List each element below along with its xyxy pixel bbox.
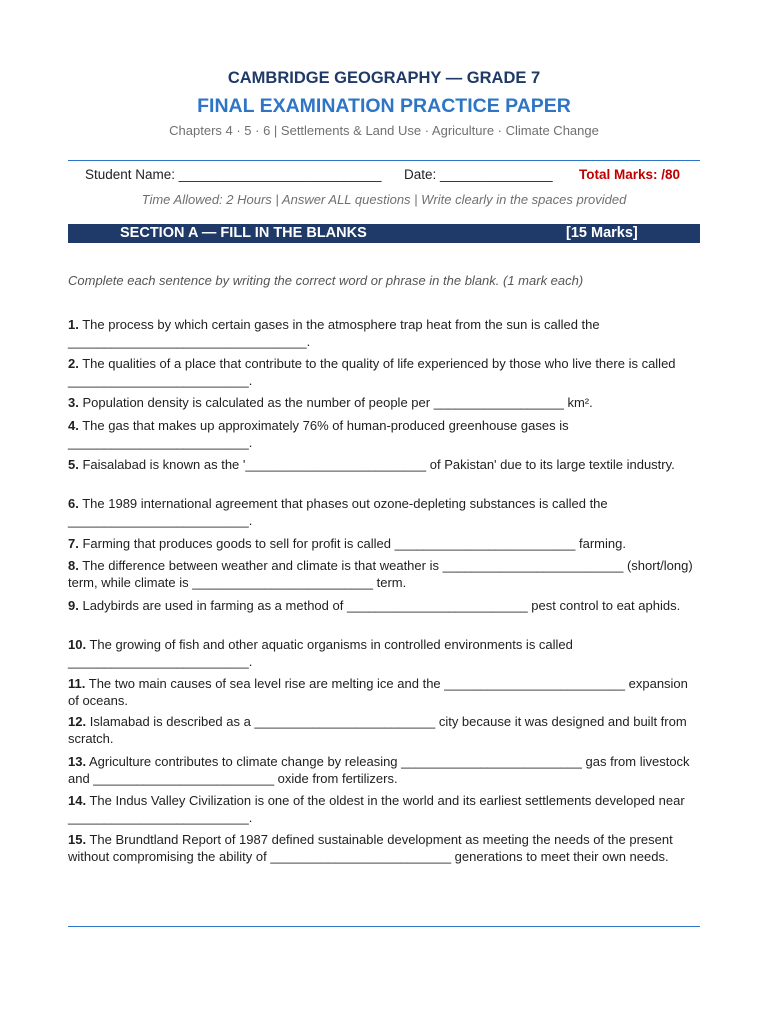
exam-title: FINAL EXAMINATION PRACTICE PAPER <box>197 95 571 117</box>
total-marks-label: Total Marks: /80 <box>579 167 681 182</box>
section-title: SECTION A — FILL IN THE BLANKS <box>120 225 367 241</box>
question-number: 13. <box>68 754 87 769</box>
question-7 <box>68 536 700 553</box>
top-divider <box>68 160 700 161</box>
question-text[interactable]: Farming that produces goods to sell for profit is called _________________________ farming. <box>82 536 626 551</box>
question-text[interactable]: Faisalabad is known as the '_________________________ of Pakistan' due to its large textile industry. <box>82 457 675 472</box>
question-number: 10. <box>68 637 87 652</box>
question-number: 15. <box>68 832 87 847</box>
question-number: 4. <box>68 418 79 433</box>
question-text[interactable]: The Indus Valley Civilization is one of the oldest in the world and its earliest settlements developed near _________________________. <box>68 793 685 825</box>
student-name-field[interactable]: Student Name: ___________________________ <box>85 167 382 182</box>
section-directions: Complete each sentence by writing the correct word or phrase in the blank. (1 mark each) <box>68 273 584 288</box>
question-15 <box>68 832 700 865</box>
question-text[interactable]: The difference between weather and climate is that weather is _________________________ (short/long) term, while climate is _________________________ term. <box>68 558 693 590</box>
question-text[interactable]: The 1989 international agreement that phases out ozone-depleting substances is called the _________________________. <box>68 496 608 528</box>
question-text[interactable]: The gas that makes up approximately 76% of human-produced greenhouse gases is _________________________. <box>68 418 569 450</box>
question-11 <box>68 676 700 709</box>
question-number: 14. <box>68 793 87 808</box>
chapters-subtitle: Chapters 4 · 5 · 6 | Settlements & Land Use · Agriculture · Climate Change <box>169 123 599 138</box>
school-heading: CAMBRIDGE GEOGRAPHY — GRADE 7 <box>227 69 541 87</box>
question-number: 7. <box>68 536 79 551</box>
question-number: 11. <box>68 676 86 691</box>
section-a-header <box>68 224 700 243</box>
question-9 <box>68 598 700 615</box>
question-number: 8. <box>68 558 79 573</box>
question-text[interactable]: Agriculture contributes to climate change by releasing _________________________ gas from livestock and _________________________ oxide from fertilizers. <box>68 754 690 786</box>
question-text[interactable]: The process by which certain gases in the atmosphere trap heat from the sun is called the _________________________________. <box>68 317 600 349</box>
date-field[interactable]: Date: _______________ <box>404 167 553 182</box>
question-text[interactable]: The Brundtland Report of 1987 defined sustainable development as meeting the needs of the present without compromising the ability of _________________________ generations to meet their own needs. <box>68 832 673 864</box>
question-number: 6. <box>68 496 79 511</box>
question-number: 1. <box>68 317 79 332</box>
question-text[interactable]: The qualities of a place that contribute to the quality of life experienced by those who live there is called _________________________. <box>68 356 676 388</box>
question-13 <box>68 754 700 787</box>
section-marks: [15 Marks] <box>566 225 638 241</box>
question-10 <box>68 637 700 670</box>
question-5 <box>68 457 700 474</box>
question-1 <box>68 317 700 350</box>
question-14 <box>68 793 700 826</box>
question-number: 9. <box>68 598 79 613</box>
question-number: 12. <box>68 714 87 729</box>
question-number: 3. <box>68 395 79 410</box>
question-text[interactable]: The two main causes of sea level rise are melting ice and the _________________________ expansion of oceans. <box>68 676 688 708</box>
question-6 <box>68 496 700 529</box>
question-text[interactable]: Ladybirds are used in farming as a method of _________________________ pest control to eat aphids. <box>82 598 681 613</box>
question-text[interactable]: Population density is calculated as the number of people per __________________ km². <box>82 395 593 410</box>
question-4 <box>68 418 700 451</box>
question-2 <box>68 356 700 389</box>
question-8 <box>68 558 700 591</box>
question-number: 2. <box>68 356 79 371</box>
question-3 <box>68 395 700 412</box>
exam-instructions: Time Allowed: 2 Hours | Answer ALL questions | Write clearly in the spaces provided <box>141 192 627 207</box>
question-text[interactable]: The growing of fish and other aquatic organisms in controlled environments is called _________________________. <box>68 637 573 669</box>
question-12 <box>68 714 700 747</box>
bottom-divider <box>68 926 700 927</box>
question-number: 5. <box>68 457 79 472</box>
question-text[interactable]: Islamabad is described as a _________________________ city because it was designed and built from scratch. <box>68 714 687 746</box>
